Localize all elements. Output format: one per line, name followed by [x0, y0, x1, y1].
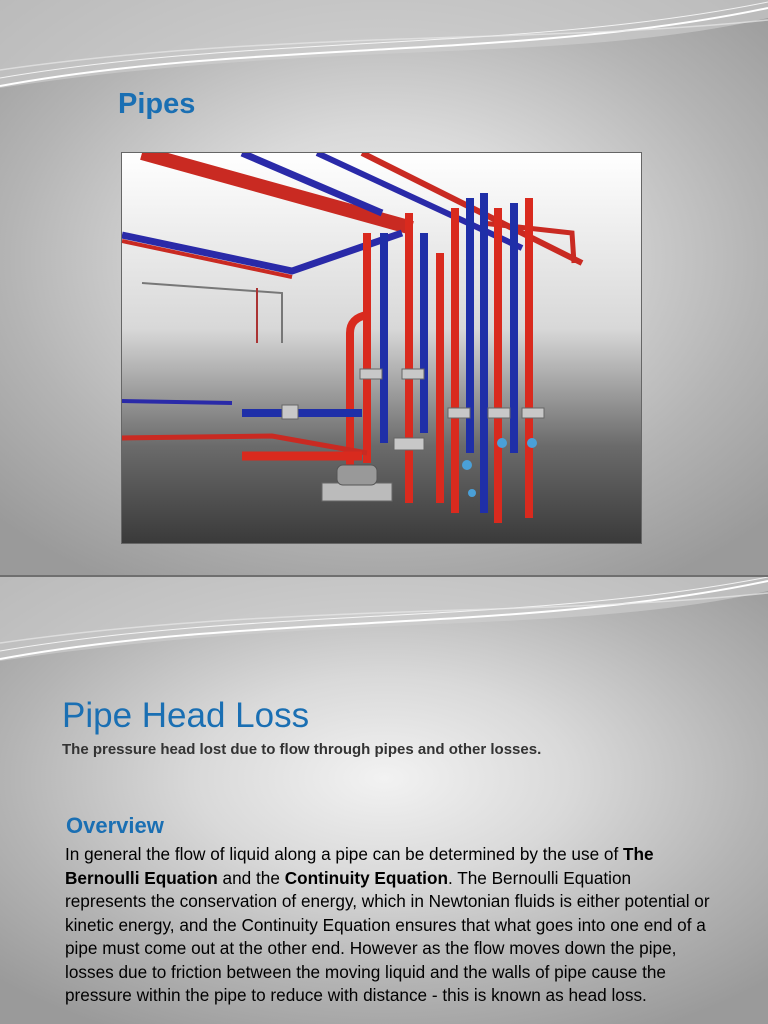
decorative-swoosh: [0, 0, 768, 110]
pipes-image: [121, 152, 642, 544]
slide-title: Pipes: [118, 88, 196, 120]
paragraph-text: In general the flow of liquid along a pipe can be determined by the use of: [65, 844, 624, 864]
bernoulli-equation-term: The Bernoulli Equation: [65, 844, 654, 888]
continuity-equation-term: Continuity Equation: [284, 867, 448, 888]
paragraph-text: . The Bernoulli Equation represents the conservation of energy, which in Newtonian fluids is either potential or kinetic energy, and the Continuity Equation ensures that what goes into one end of a pipe must come out at the other end. However as the flow moves down the pipe, losses due to friction between the moving liquid and the walls of pipe cause the pressure within the pipe to reduce with distance - this is known as head loss.: [65, 867, 710, 1005]
overview-heading: Overview: [66, 813, 164, 838]
slide-subtitle: The pressure head lost due to flow through pipes and other losses.: [62, 741, 542, 758]
overview-paragraph: [65, 843, 715, 1008]
decorative-swoosh: [0, 577, 768, 687]
paragraph-text: and the: [217, 867, 285, 888]
slide-title: Pipe Head Loss: [62, 696, 310, 735]
